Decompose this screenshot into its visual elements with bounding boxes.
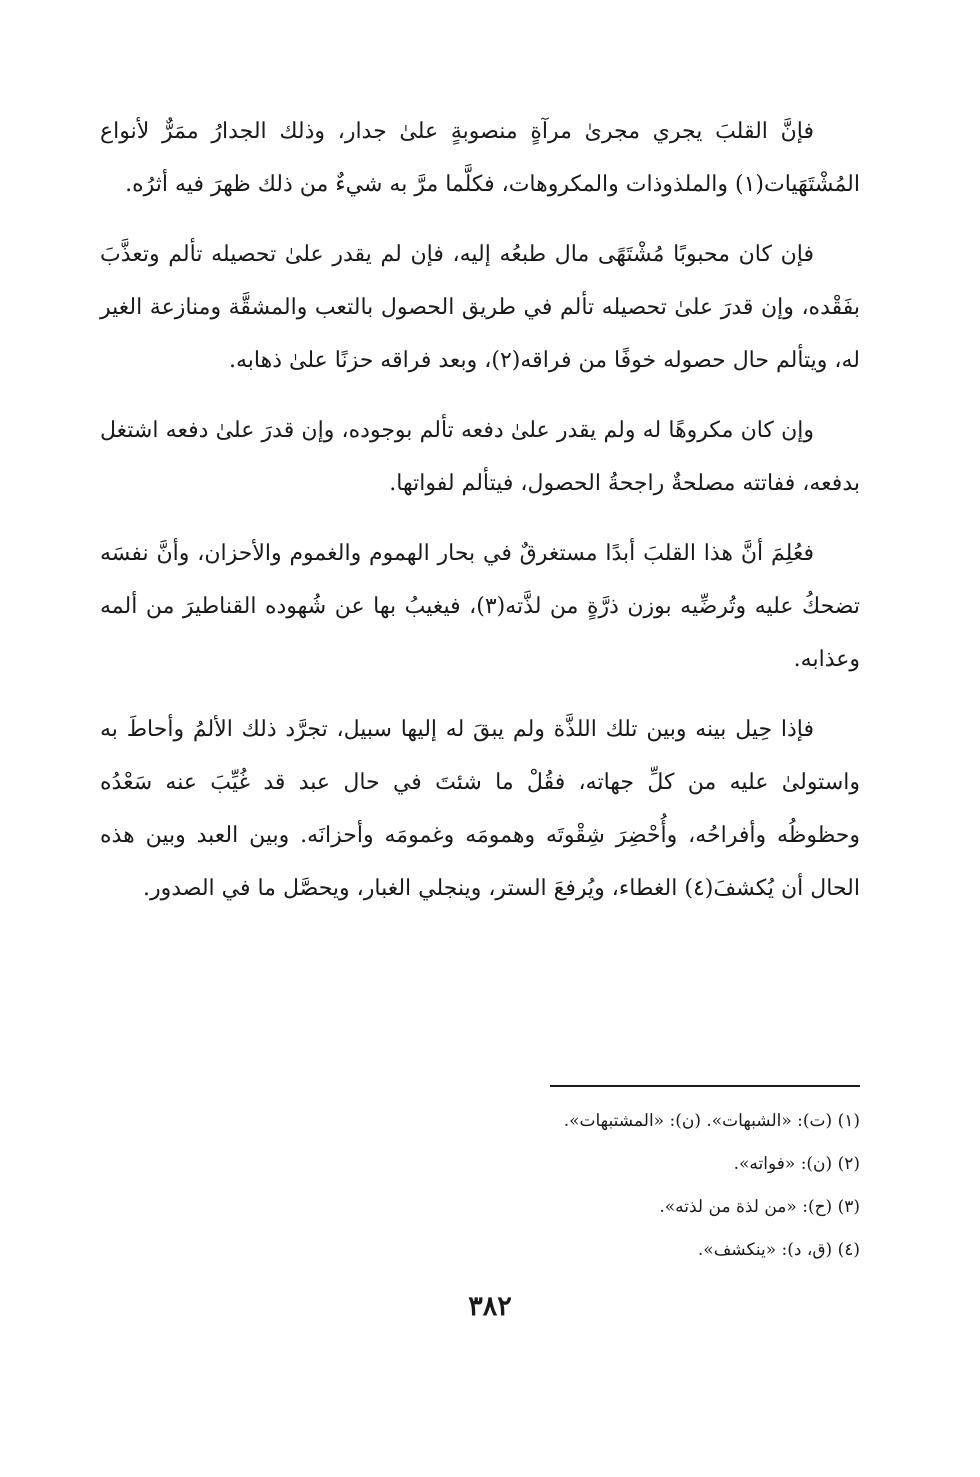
paragraph-3: وإن كان مكروهًا له ولم يقدر علىٰ دفعه تألم بوجوده، وإن قدرَ علىٰ دفعه اشتغل بدفعه، ففاتته مصلحةٌ راجحةُ الحصول، فيتألم لفواتها.	[100, 418, 860, 496]
page-number: ٣٨٢	[468, 1291, 512, 1322]
paragraph-2: فإن كان محبوبًا مُشْتَهًى مال طبعُه إليه، فإن لم يقدر علىٰ تحصيله تألم وتعذَّبَ بفَقْده، وإن قدرَ علىٰ تحصيله تألم في طريق الحصول بالتعب والمشقَّة ومنازعة الغير له، ويتألم حال حصوله خوفًا من فراقه(٢)، وبعد فراقه حزنًا علىٰ ذهابه.	[100, 242, 860, 373]
footnote-divider	[550, 1085, 860, 1087]
paragraph-1: فإنَّ القلبَ يجري مجرىٰ مرآةٍ منصوبةٍ علىٰ جدار، وذلك الجدارُ ممَرٌّ لأنواع المُشْتَهَيات(١) والملذوذات والمكروهات، فكلَّما مرَّ به شيءٌ من ذلك ظهرَ فيه أثرُه.	[100, 119, 860, 197]
footnote-1: (١) (ت): «الشبهات». (ن): «المشتبهات».	[563, 1111, 860, 1131]
footnote-4: (٤) (ق، د): «ينكشف».	[697, 1240, 860, 1260]
main-text	[100, 105, 860, 932]
paragraph-4: فعُلِمَ أنَّ هذا القلبَ أبدًا مستغرقٌ في بحار الهموم والغموم والأحزان، وأنَّ نفسَه تضحكُ عليه وتُرضِّيه بوزن ذرَّةٍ من لذَّته(٣)، فيغيبُ بها عن شُهوده القناطيرَ من ألمه وعذابه.	[100, 541, 860, 672]
footnote-2: (٢) (ن): «فواته».	[733, 1154, 860, 1174]
footnote-3: (٣) (ح): «من لذة من لذته».	[659, 1197, 860, 1217]
paragraph-5: فإذا حِيل بينه وبين تلك اللذَّة ولم يبقَ له إليها سبيل، تجرَّد ذلك الألمُ وأحاطَ به واستولىٰ عليه من كلِّ جهاته، فقُلْ ما شئتَ في حال عبد قد غُيِّبَ عنه سَعْدُه وحظوظُه وأفراحُه، وأُحْضِرَ شِقْوتَه وهمومَه وغمومَه وأحزانَه. وبين العبد وبين هذه الحال أن يُكشفَ(٤) الغطاء، ويُرفعَ الستر، وينجلي الغبار، ويحصَّل ما في الصدور.	[100, 717, 860, 901]
footnotes	[500, 1100, 860, 1272]
